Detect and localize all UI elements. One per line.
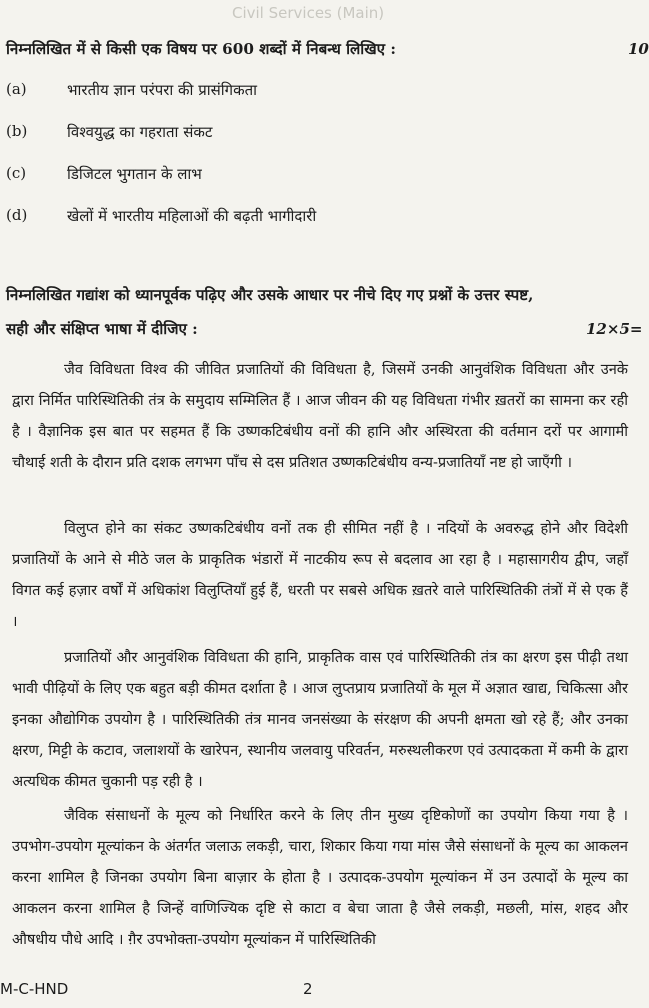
- section2-instruction-line2: सही और संक्षिप्त भाषा में दीजिए :: [6, 320, 198, 338]
- passage-paragraph-2: विलुप्त होने का संकट उष्णकटिबंधीय वनों तक ही सीमित नहीं है । नदियों के अवरुद्ध होने और विदेशी प्रजातियों के आने से मीठे जल के प्राकृतिक भंडारों में नाटकीय रूप से बदलाव आ रहा है । महासागरीय द्वीप, जहाँ विगत कई हज़ार वर्षों में अधिकांश विलुप्तियाँ हुई हैं, धरती पर सबसे अधिक ख़तरे वाले पारिस्थितिकी तंत्रों में से एक हैं ।: [12, 520, 628, 630]
- option-label: (d): [6, 206, 28, 224]
- option-label: (c): [6, 164, 27, 182]
- section2-marks: 12×5=: [586, 320, 643, 338]
- page-number: 2: [303, 980, 313, 998]
- option-label: (a): [6, 80, 27, 98]
- option-text: विश्वयुद्ध का गहराता संकट: [67, 123, 213, 141]
- option-text: भारतीय ज्ञान परंपरा की प्रासंगिकता: [67, 81, 258, 99]
- option-label: (b): [6, 122, 28, 140]
- passage-paragraph-1: जैव विविधता विश्व की जीवित प्रजातियों की विविधता है, जिसमें उनकी आनुवंशिक विविधता और उनके द्वारा निर्मित पारिस्थितिकी तंत्र के समुदाय सम्मिलित हैं । आज जीवन की यह विविधता गंभीर ख़तरों का सामना कर रही है । वैज्ञानिक इस बात पर सहमत हैं कि उष्णकटिबंधीय वनों की हानि और अस्थिरता की वर्तमान दरों पर आगामी चौथाई शती के दौरान प्रति दशक लगभग पाँच से दस प्रतिशत उष्णकटिबंधीय वन्य-प्रजातियाँ नष्ट हो जाएँगी ।: [12, 361, 628, 471]
- option-text: डिजिटल भुगतान के लाभ: [67, 165, 202, 183]
- section1-marks: 10: [628, 40, 649, 58]
- section2-instruction-line1: निम्नलिखित गद्यांश को ध्यानपूर्वक पढ़िए और उसके आधार पर नीचे दिए गए प्रश्नों के उत्तर स्पष्ट,: [6, 286, 534, 304]
- bleed-through-header: Civil Services (Main): [232, 4, 385, 22]
- section1-instruction: निम्नलिखित में से किसी एक विषय पर 600 शब्दों में निबन्ध लिखिए :: [6, 40, 396, 58]
- paper-code: M-C-HND: [0, 980, 69, 998]
- passage-paragraph-3: प्रजातियों और आनुवंशिक विविधता की हानि, प्राकृतिक वास एवं पारिस्थितिकी तंत्र का क्षरण इस पीढ़ी तथा भावी पीढ़ियों के लिए एक बहुत बड़ी कीमत दर्शाता है । आज लुप्तप्राय प्रजातियों के मूल में अज्ञात खाद्य, चिकित्सा और इनका औद्योगिक उपयोग है । पारिस्थितिकी तंत्र मानव जनसंख्या के संरक्षण की अपनी क्षमता खो रहे हैं; और उनका क्षरण, मिट्टी के कटाव, जलाशयों के खारेपन, स्थानीय जलवायु परिवर्तन, मरुस्थलीकरण एवं उत्पादकता में कमी के द्वारा अत्यधिक कीमत चुकानी पड़ रही है ।: [12, 649, 628, 790]
- option-text: खेलों में भारतीय महिलाओं की बढ़ती भागीदारी: [67, 207, 317, 225]
- passage-paragraph-4: जैविक संसाधनों के मूल्य को निर्धारित करने के लिए तीन मुख्य दृष्टिकोणों का उपयोग किया गया है । उपभोग-उपयोग मूल्यांकन के अंतर्गत जलाऊ लकड़ी, चारा, शिकार किया गया मांस जैसे संसाधनों के मूल्य का आकलन करना शामिल है जिनका उपयोग बिना बाज़ार के होता है । उत्पादक-उपयोग मूल्यांकन में उन उत्पादों के मूल्य का आकलन करना शामिल है जिन्हें वाणिज्यिक दृष्टि से काटा व बेचा जाता है जैसे लकड़ी, मछली, मांस, शहद और औषधीय पौधे आदि । ग़ैर उपभोक्ता-उपयोग मूल्यांकन में पारिस्थितिकी: [12, 807, 628, 948]
